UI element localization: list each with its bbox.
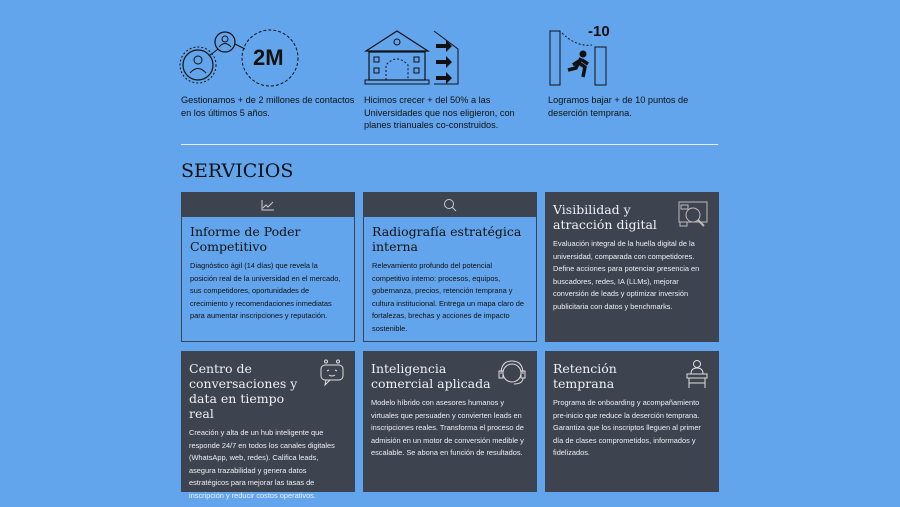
- service-description: Relevamiento profundo del potencial competitivo interno: procesos, equipos, gobernanza, precios, retención temprana y cultura institucional. Entrega un mapa claro de fortalezas, brechas y acciones de impacto sostenible.: [372, 261, 525, 333]
- section-divider: [181, 144, 718, 145]
- stat-contacts: [181, 25, 356, 119]
- stat-text: Gestionamos + de 2 millones de contactos en los últimos 5 años.: [181, 95, 355, 118]
- service-card-radiografia[interactable]: [363, 192, 537, 342]
- dropout-decrease-icon: [548, 25, 723, 87]
- service-card-visibilidad[interactable]: [545, 192, 719, 342]
- section-title: SERVICIOS: [181, 160, 294, 182]
- service-title: Centro de conversaciones y data en tiempo real: [189, 361, 298, 421]
- contacts-network-icon: [181, 25, 356, 87]
- service-description: Programa de onboarding y acompañamiento pre-inicio que reduce la deserción temprana. Garantiza que los inscriptos lleguen al primer día de clases comprometidos, informados y fidelizados.: [553, 398, 701, 458]
- service-title: Inteligencia comercial aplicada: [371, 361, 491, 391]
- search-icon: [443, 198, 457, 212]
- stat-figure: 2M: [253, 45, 284, 70]
- service-card-inteligencia[interactable]: [363, 351, 537, 492]
- service-description: Modelo híbrido con asesores humanos y virtuales que persuaden y convierten leads en inscripciones reales. Transforma el proceso de admisión en un motor de conversión medible y escalable. Se abona en función de resultados.: [371, 398, 524, 458]
- stat-growth: [364, 25, 539, 132]
- service-description: Creación y alta de un hub inteligente que responde 24/7 en todos los canales digitales (WhatsApp, web, redes). Califica leads, asegura trazabilidad y genera datos estratégicos para mejorar las tasas de inscripción y reducir costos operativos.: [189, 428, 335, 500]
- headset-agent-icon: [497, 359, 527, 387]
- service-title: Retención temprana: [553, 361, 617, 391]
- service-card-informe[interactable]: [181, 192, 355, 342]
- chatbot-icon: [319, 359, 345, 387]
- stat-figure: -10: [588, 23, 610, 40]
- university-growth-icon: [364, 25, 539, 87]
- stat-dropout: [548, 25, 723, 119]
- chart-line-icon: [261, 199, 275, 211]
- service-title: Visibilidad y atracción digital: [553, 202, 657, 232]
- service-description: Evaluación integral de la huella digital de la universidad, comparada con competidores. Define acciones para potenciar presencia en buscadores, redes, IA (LLMs), mejorar conversión de leads y optimizar inversión publicitaria con datos y benchmarks.: [553, 239, 700, 311]
- service-title: Radiografía estratégica interna: [372, 224, 522, 254]
- service-description: Diagnóstico ágil (14 días) que revela la posición real de la universidad en el mercado, sus competidores, oportunidades de crecimiento y recomendaciones inmediatas para aumentar inscripciones y reputación.: [190, 261, 341, 321]
- service-title: Informe de Poder Competitivo: [190, 224, 301, 254]
- stat-text: Hicimos crecer + del 50% a las Universidades que nos eligieron, con planes trianuales co-construidos.: [364, 95, 515, 130]
- service-card-retencion[interactable]: [545, 351, 719, 492]
- digital-analysis-icon: [677, 200, 709, 230]
- service-card-conversaciones[interactable]: [181, 351, 355, 500]
- student-desk-icon: [685, 359, 709, 389]
- stat-text: Logramos bajar + de 10 puntos de deserción temprana.: [548, 95, 689, 118]
